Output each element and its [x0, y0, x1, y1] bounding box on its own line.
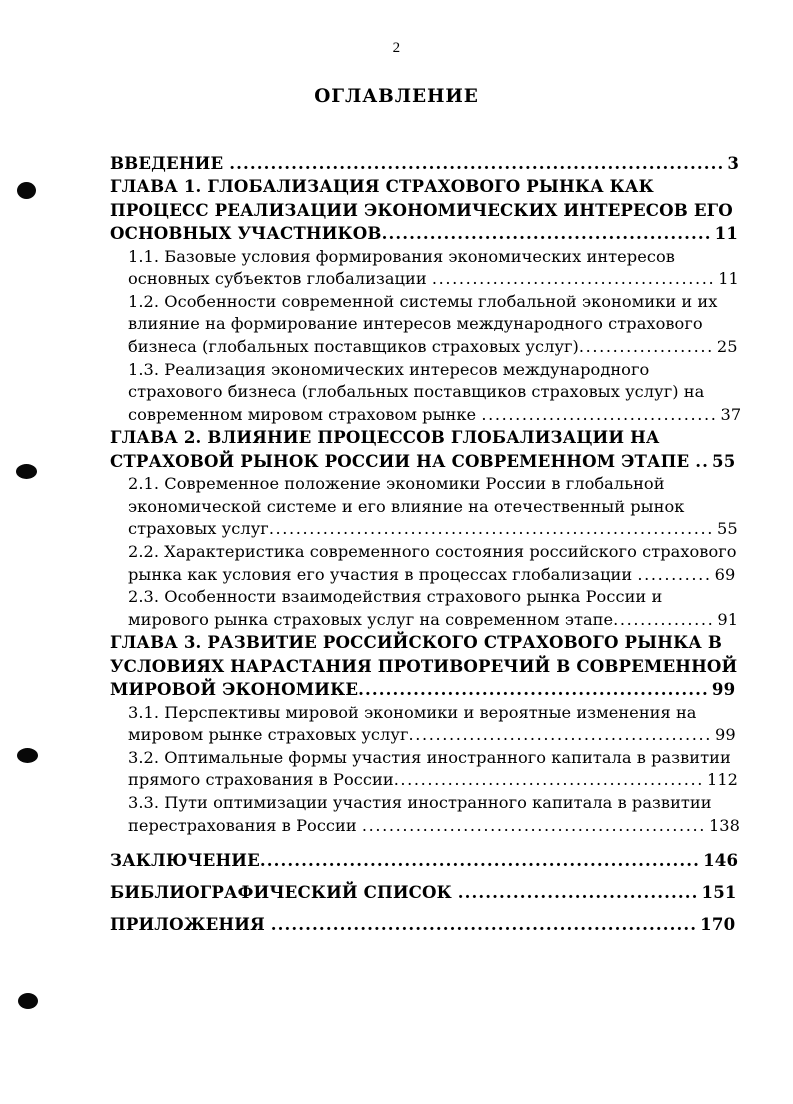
- toc-entry-page-number: 55: [717, 519, 738, 539]
- toc-entry-tail: [362, 816, 740, 835]
- dot-leader: ................................................................: [259, 850, 701, 871]
- toc-entry-page-number: 11: [714, 223, 739, 244]
- binding-hole-mark: [18, 993, 38, 1009]
- toc-entry-tail: [458, 882, 737, 902]
- toc-entry-tail: [432, 269, 739, 288]
- toc-entry-label: 1.3. Реализация экономических интересов международного страхового бизнеса (глобальных поставщиков страховых услуг) на современном мировом страховом рынке: [128, 359, 705, 424]
- toc-entry-page-number: 11: [718, 269, 739, 289]
- toc-entry-page-number: 99: [715, 725, 736, 745]
- dot-leader: ...................................: [481, 404, 718, 424]
- dot-leader: ...................................................: [361, 815, 706, 835]
- toc-entry-page-number: 37: [720, 404, 742, 424]
- toc-entry[interactable]: [128, 473, 746, 541]
- toc-entry-tail: [695, 451, 735, 471]
- dot-leader: ........................................................................: [229, 153, 725, 173]
- toc-entry-tail: [271, 914, 735, 934]
- toc-entry-label: ГЛАВА 1. ГЛОБАЛИЗАЦИЯ СТРАХОВОГО РЫНКА КАК ПРОЦЕСС РЕАЛИЗАЦИИ ЭКОНОМИЧЕСКИХ ИНТЕРЕСОВ ЕГО ОСНОВНЫХ УЧАСТНИКОВ: [110, 176, 733, 244]
- toc-entry-tail: [358, 679, 735, 699]
- toc-entry-page-number: 170: [700, 914, 736, 935]
- table-of-contents: [110, 152, 746, 940]
- toc-entry-label: 3.2. Оптимальные формы участия иностранного капитала в развитии прямого страхования в России: [128, 747, 731, 790]
- toc-entry[interactable]: [110, 908, 746, 940]
- toc-entry-label: ПРИЛОЖЕНИЯ: [110, 914, 271, 935]
- toc-entry-page-number: 146: [703, 850, 739, 871]
- toc-entry-tail: [394, 770, 738, 789]
- page-number: 2: [392, 40, 401, 56]
- toc-entry-label: 3.1. Перспективы мировой экономики и вероятные изменения на мировом рынке страховых услуг: [128, 702, 697, 745]
- binding-hole-mark: [17, 182, 36, 199]
- dot-leader: ..: [695, 450, 709, 471]
- toc-entry-tail: [637, 565, 735, 584]
- dot-leader: ...............: [613, 609, 715, 629]
- binding-hole-mark: [17, 748, 38, 763]
- toc-entry-page-number: 99: [711, 679, 736, 700]
- dot-leader: ..............................................................: [270, 914, 698, 935]
- dot-leader: .............................................: [408, 725, 713, 745]
- toc-entry-tail: [481, 405, 741, 424]
- toc-entry[interactable]: [110, 426, 746, 473]
- toc-entry-tail: [260, 850, 738, 870]
- toc-entry-label: ЗАКЛЮЧЕНИЕ: [110, 850, 260, 871]
- spacer: [110, 837, 746, 844]
- toc-entry[interactable]: [110, 152, 746, 175]
- toc-entry-label: ВВЕДЕНИЕ: [110, 153, 230, 173]
- toc-entry[interactable]: [128, 359, 746, 427]
- toc-entry-label: ГЛАВА 2. ВЛИЯНИЕ ПРОЦЕССОВ ГЛОБАЛИЗАЦИИ НА СТРАХОВОЙ РЫНОК РОССИИ НА СОВРЕМЕННОМ ЭТАПЕ: [110, 427, 696, 471]
- toc-entry[interactable]: [128, 747, 746, 792]
- toc-entry[interactable]: [110, 631, 746, 701]
- toc-entry-label: 1.2. Особенности современной системы глобальной экономики и их влияние на формирование интересов международного страхового бизнеса (глобальных поставщиков страховых услуг): [128, 291, 718, 356]
- toc-entry[interactable]: [110, 844, 746, 876]
- toc-entry[interactable]: [128, 792, 746, 837]
- dot-leader: ...................................................: [358, 679, 709, 700]
- toc-entry-list: [110, 152, 746, 837]
- toc-entry[interactable]: [110, 876, 746, 908]
- toc-entry[interactable]: [128, 246, 746, 291]
- toc-entry-tail: [613, 610, 738, 629]
- dot-leader: ...........: [637, 564, 712, 584]
- toc-entry-page-number: 3: [727, 153, 740, 173]
- toc-entry-tail: [229, 153, 739, 173]
- toc-entry-label: 2.1. Современное положение экономики России в глобальной экономической системе и его влияние на отечественный рынок страховых услуг: [128, 474, 685, 539]
- dot-leader: ...................................: [457, 882, 699, 903]
- toc-entry-label: 2.3. Особенности взаимодействия страхового рынка России и мирового рынка страховых услуг на современном этапе: [128, 587, 663, 629]
- dot-leader: ..................................................................: [268, 519, 715, 539]
- toc-entry-page-number: 25: [716, 337, 738, 356]
- dot-leader: ..........................................: [431, 269, 716, 289]
- toc-entry-tail: [408, 725, 735, 744]
- dot-leader: ................................................: [381, 223, 712, 244]
- toc-back-matter-list: [110, 844, 746, 940]
- page-title: ОГЛАВЛЕНИЕ: [314, 86, 479, 107]
- toc-entry-page-number: 55: [712, 450, 736, 471]
- toc-entry-tail: [579, 337, 738, 356]
- toc-entry-label: 3.3. Пути оптимизации участия иностранного капитала в развитии перестрахования в России: [128, 792, 712, 835]
- toc-entry-label: ГЛАВА 3. РАЗВИТИЕ РОССИЙСКОГО СТРАХОВОГО РЫНКА В УСЛОВИЯХ НАРАСТАНИЯ ПРОТИВОРЕЧИЙ В СОВРЕМЕННОЙ МИРОВОЙ ЭКОНОМИКЕ: [110, 632, 738, 700]
- toc-entry[interactable]: [128, 541, 746, 586]
- dot-leader: ....................: [578, 337, 714, 356]
- toc-entry[interactable]: [128, 586, 746, 631]
- toc-entry-page-number: 138: [708, 815, 741, 835]
- toc-entry-page-number: 112: [706, 770, 739, 790]
- toc-entry-label: 2.2. Характеристика современного состояния российского страхового рынка как условия его участия в процессах глобализации: [128, 541, 737, 584]
- toc-entry-page-number: 69: [714, 564, 736, 584]
- toc-entry-page-number: 151: [701, 882, 737, 903]
- toc-entry-page-number: 91: [717, 609, 739, 629]
- toc-entry-label: БИБЛИОГРАФИЧЕСКИЙ СПИСОК: [110, 882, 458, 903]
- toc-entry[interactable]: [128, 702, 746, 747]
- toc-entry-label: 1.1. Базовые условия формирования экономических интересов основных субъектов глобализации: [128, 246, 675, 289]
- toc-entry[interactable]: [128, 291, 746, 359]
- toc-entry-tail: [269, 519, 738, 538]
- toc-entry[interactable]: [110, 175, 746, 245]
- toc-entry-tail: [382, 223, 739, 243]
- binding-hole-mark: [16, 464, 37, 479]
- dot-leader: ..............................................: [393, 770, 704, 790]
